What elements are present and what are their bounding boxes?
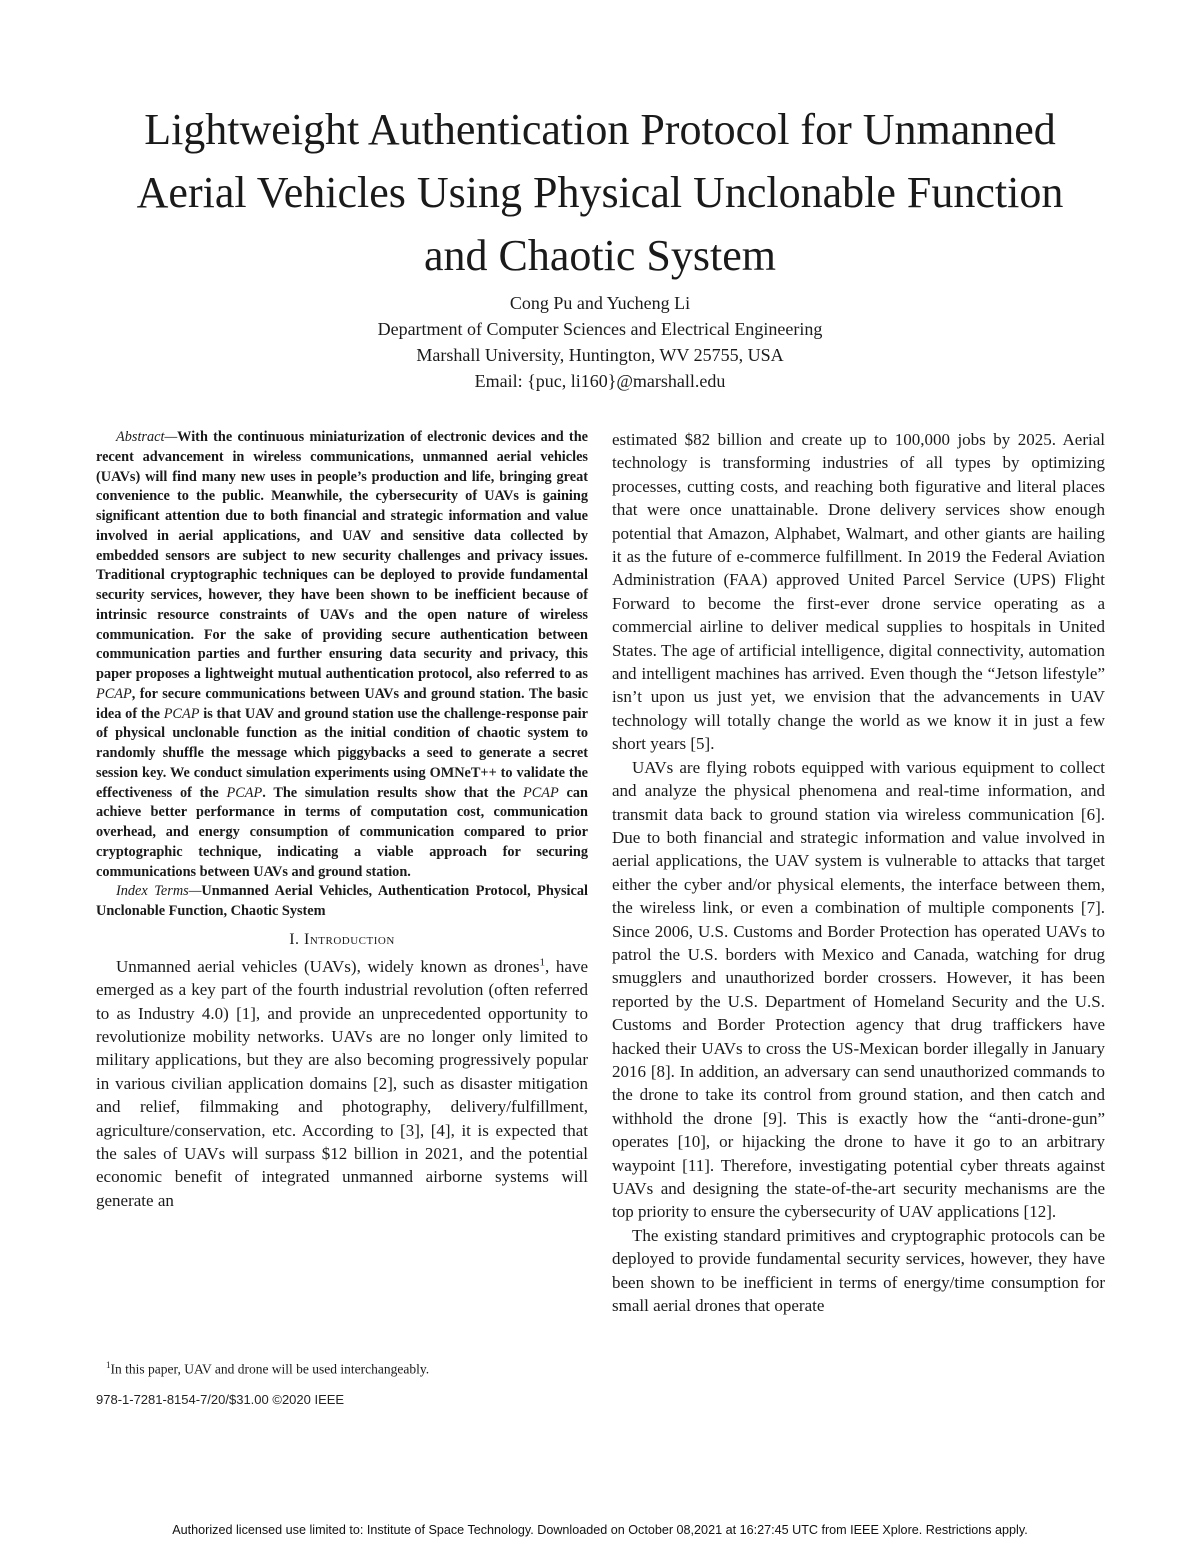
abstract-text: , for secure communications between UAVs and ground station. The basic idea of the <box>96 685 588 722</box>
intro-paragraph: The existing standard primitives and cryptographic protocols can be deployed to provide fundamental security services, however, they have been shown to be inefficient in terms of energy/time consumption for small aerial drones that operate <box>612 1225 1105 1316</box>
paragraph-text: Unmanned aerial vehicles (UAVs), widely known as drones <box>116 956 540 976</box>
paper-title <box>60 98 1140 287</box>
copyright-line: 978-1-7281-8154-7/20/$31.00 ©2020 IEEE <box>96 1392 345 1407</box>
footnote <box>106 1360 586 1378</box>
index-terms-lead: Index Terms <box>116 883 189 900</box>
title-line: and Chaotic System <box>424 231 776 280</box>
footnote-text: In this paper, UAV and drone will be used interchangeably. <box>110 1361 430 1377</box>
footnote-mark: 1 <box>539 956 545 969</box>
abstract-text: is that UAV and ground station use the challenge-response pair of physical unclonable function as the initial condition of chaotic system to randomly shuffle the message which piggybacks a seed to generate a secret session key. We conduct simulation experiments using OMNeT++ to validate the effectiveness of the <box>96 705 589 801</box>
title-line: Aerial Vehicles Using Physical Unclonable Function <box>136 168 1064 217</box>
department: Department of Computer Sciences and Electrical Engineering <box>377 319 823 339</box>
paragraph-text: , have emerged as a key part of the fourth industrial revolution (often referred to as Industry 4.0) [1], and provide an unprecedented opportunity to revolutionize mobility networks. UAVs are no longer only limited to military applications, but they are also becoming progressively popular in various civilian application domains [2], such as disaster mitigation and relief, filmmaking and photography, delivery/fulfillment, agriculture/conservation, etc. According to [3], [4], it is expected that the sales of UAVs will surpass $12 billion in 2021, and the potential economic benefit of integrated unmanned airborne systems will generate an <box>96 956 588 1210</box>
author-block <box>200 290 1000 394</box>
pcap-term: PCAP <box>226 784 263 801</box>
abstract-text: can achieve better performance in terms of computation cost, communication overhead, and energy consumption of communication compared to prior cryptographic technique, indicating a viable approach for securing communications between UAVs and ground station. <box>96 784 588 880</box>
email: Email: {puc, li160}@marshall.edu <box>474 371 726 391</box>
abstract-lead: Abstract <box>116 429 165 445</box>
right-column <box>612 428 1105 1317</box>
title-line: Lightweight Authentication Protocol for Unmanned <box>144 105 1056 154</box>
section-heading <box>96 931 588 949</box>
abstract-text: . The simulation results show that the <box>262 784 524 801</box>
section-title: Introduction <box>304 930 395 948</box>
pcap-term: PCAP <box>523 784 559 801</box>
footnote-mark: 1 <box>106 1360 111 1370</box>
intro-paragraph <box>96 955 588 1212</box>
university: Marshall University, Huntington, WV 25755, USA <box>416 345 784 365</box>
left-column <box>96 428 588 1212</box>
pcap-term: PCAP <box>96 685 132 702</box>
abstract: Abstract—With the continuous miniaturization of electronic devices and the recent advancement in wireless communications, unmanned aerial vehicles (UAVs) will find many new uses in people’s production and life, bringing great convenience to the public. Meanwhile, the cybersecurity of UAVs is gaining significant attention due to both financial and strategic information and value involved in aerial applications, and UAV and sensitive data collected by embedded sensors are subject to new security challenges and privacy issues. Traditional cryptographic techniques can be deployed to provide fundamental security services, however, they have been shown to be inefficient because of intrinsic resource constraints of UAVs and the open nature of wireless communication. For the sake of providing secure authentication between communication parties and further ensuring data security and privacy, this paper proposes a lightweight mutual authentication protocol, also referred to as PCAP, for secure communications between UAVs and ground station. The basic idea of the PCAP is that UAV and ground station use the challenge-response pair of physical unclonable function as the initial condition of chaotic system to randomly shuffle the message which piggybacks a seed to generate a secret session key. We conduct simulation experiments using OMNeT++ to validate the effectiveness of the PCAP. The simulation results show that the PCAP can achieve better performance in terms of computation cost, communication overhead, and energy consumption of communication compared to prior cryptographic technique, indicating a viable approach for securing communications between UAVs and ground station. <box>96 429 589 880</box>
intro-paragraph-continued: estimated $82 billion and create up to 100,000 jobs by 2025. Aerial technology is transforming industries of all types by optimizing processes, cutting costs, and reaching both figurative and literal places that were once unattainable. Drone delivery services show enough potential that Amazon, Alphabet, Walmart, and other giants are hailing it as the future of e-commerce fulfillment. In 2019 the Federal Aviation Administration (FAA) approved United Parcel Service (UPS) Flight Forward to become the first-ever drone service operating as a commercial airline to deliver medical supplies to hospitals in United States. The age of artificial intelligence, digital connectivity, automation and intelligent machines has arrived. Even though the “Jetson lifestyle” isn’t upon us just yet, we envision that the advancements in UAV technology will totally change the world as we know it in just a few short years [5]. <box>612 430 1105 754</box>
intro-paragraph: UAVs are flying robots equipped with various equipment to collect and analyze the physical phenomena and real-time information, and transmit data back to ground station via wireless communication [6]. Due to both financial and strategic information and value involved in aerial applications, the UAV system is vulnerable to attacks that target either the cyber and/or physical elements, the interface between them, the wireless link, or even a combination of multiple components [7]. Since 2006, U.S. Customs and Border Protection has operated UAVs to patrol the U.S. borders with Mexico and Canada, watching for drug smugglers and unauthorized border crossers. However, it has been reported by the U.S. Department of Homeland Security and the U.S. Customs and Border Protection agency that drug traffickers have hacked their UAVs to cross the US-Mexican border illegally in January 2016 [8]. In addition, an adversary can send unauthorized commands to the drone to take its control from ground station, and then catch and withhold the drone [9]. This is exactly how the “anti-drone-gun” operates [10], or hijacking the drone to have it go to an arbitrary waypoint [11]. Therefore, investigating potential cyber threats against UAVs and designing the state-of-the-art security mechanisms are the top priority to ensure the cybersecurity of UAV applications [12]. <box>612 757 1105 1222</box>
section-number: I. <box>289 930 305 948</box>
license-notice: Authorized licensed use limited to: Institute of Space Technology. Downloaded on October 08,2021 at 16:27:45 UTC from IEEE Xplore. Restrictions apply. <box>172 1523 1028 1537</box>
pcap-term: PCAP <box>163 705 200 722</box>
abstract-text: With the continuous miniaturization of electronic devices and the recent advancement in wireless communications, unmanned aerial vehicles (UAVs) will find many new uses in people’s production and life, bringing great convenience to the public. Meanwhile, the cybersecurity of UAVs is gaining significant attention due to both financial and strategic information and value involved in aerial applications, and UAV and sensitive data collected by embedded sensors are subject to new security challenges and privacy issues. Traditional cryptographic techniques can be deployed to provide fundamental security services, however, they have been shown to be inefficient because of intrinsic resource constraints of UAVs and the open nature of wireless communication. For the sake of providing secure authentication between communication parties and further ensuring data security and privacy, this paper proposes a lightweight mutual authentication protocol, also referred to as <box>96 429 588 682</box>
author-names: Cong Pu and Yucheng Li <box>509 293 691 313</box>
index-terms: Index Terms—Unmanned Aerial Vehicles, Authentication Protocol, Physical Unclonable Function, Chaotic System <box>96 883 588 919</box>
index-terms-text: Unmanned Aerial Vehicles, Authentication Protocol, Physical Unclonable Function, Chaotic System <box>96 883 588 919</box>
